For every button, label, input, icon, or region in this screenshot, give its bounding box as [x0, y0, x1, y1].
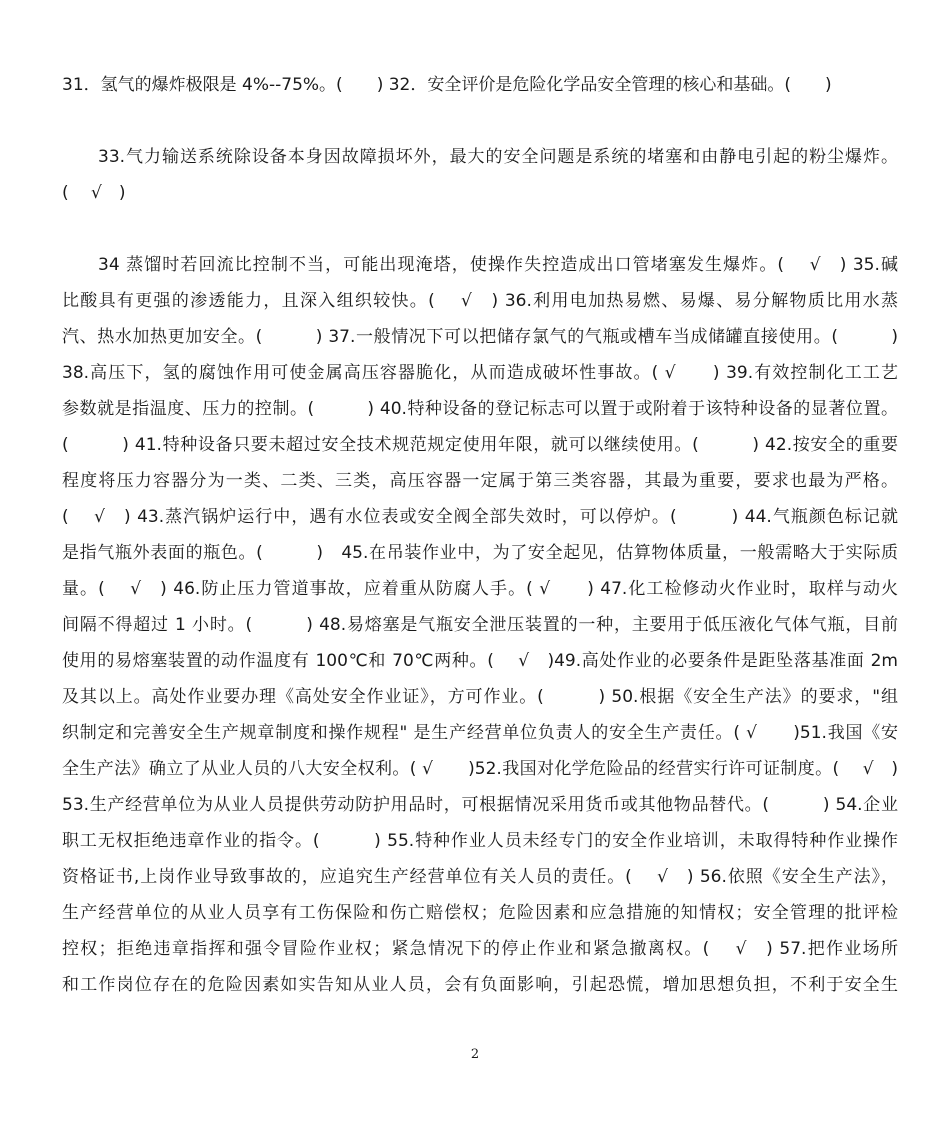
text-line-11: ( √ ) 43.蒸汽锅炉运行中，遇有水位表或安全阀全部失效时，可以停炉。( ) 44.气瓶颜色标记就: [62, 507, 898, 527]
text-line-17: 织制定和完善安全生产规章制度和操作规程" 是生产经营单位负责人的安全生产责任。( √ )51.我国《安: [62, 723, 898, 743]
text-line-12: 是指气瓶外表面的瓶色。( ) 45.在吊装作业中，为了安全起见，估算物体质量，一般需略大于实际质: [62, 543, 898, 563]
text-line-22: 生产经营单位的从业人员享有工伤保险和伤亡赔偿权；危险因素和应急措施的知情权；安全管理的批评检: [62, 903, 898, 923]
text-line-14: 间隔不得超过 1 小时。( ) 48.易熔塞是气瓶安全泄压装置的一种，主要用于低压液化气体气瓶，目前: [62, 615, 898, 635]
page-number: 2: [470, 1047, 480, 1062]
text-line-20: 职工无权拒绝违章作业的指令。( ) 55.特种作业人员未经专门的安全作业培训，未取得特种作业操作: [62, 831, 898, 851]
text-line-8: 参数就是指温度、压力的控制。( ) 40.特种设备的登记标志可以置于或附着于该特种设备的显著位置。: [62, 399, 898, 419]
text-line-16: 及其以上。高处作业要办理《高处安全作业证》，方可作业。( ) 50.根据《安全生产法》的要求，"组: [62, 687, 898, 707]
text-line-9: ( ) 41.特种设备只要未超过安全技术规范规定使用年限，就可以继续使用。( ) 42.按安全的重要: [62, 435, 898, 455]
text-line-24: 和工作岗位存在的危险因素如实告知从业人员，会有负面影响，引起恐慌，增加思想负担，不利于安全生: [62, 975, 898, 995]
text-line-15: 使用的易熔塞装置的动作温度有 100℃和 70℃两种。( √ )49.高处作业的必要条件是距坠落基准面 2m: [62, 651, 898, 671]
text-line-10: 程度将压力容器分为一类、二类、三类，高压容器一定属于第三类容器，其最为重要，要求也最为严格。: [62, 471, 898, 491]
text-line-2: 33.气力输送系统除设备本身因故障损坏外，最大的安全问题是系统的堵塞和由静电引起的粉尘爆炸。: [98, 147, 898, 167]
text-line-18: 全生产法》确立了从业人员的八大安全权利。( √ )52.我国对化学危险品的经营实行许可证制度。( √ ): [62, 759, 898, 779]
text-line-5: 比酸具有更强的渗透能力，且深入组织较快。( √ ) 36.利用电加热易燃、易爆、易分解物质比用水蒸: [62, 291, 898, 311]
text-line-23: 控权；拒绝违章指挥和强令冒险作业权；紧急情况下的停止作业和紧急撤离权。( √ ) 57.把作业场所: [62, 939, 898, 959]
text-line-13: 量。( √ ) 46.防止压力管道事故，应着重从防腐人手。( √ ) 47.化工检修动火作业时，取样与动火: [62, 579, 898, 599]
text-line-4: 34 蒸馏时若回流比控制不当，可能出现淹塔，使操作失控造成出口管堵塞发生爆炸。( √ ) 35.碱: [98, 255, 898, 275]
text-line-21: 资格证书,上岗作业导致事故的，应追究生产经营单位有关人员的责任。( √ ) 56.依照《安全生产法》，: [62, 867, 898, 887]
text-line-7: 38.高压下，氢的腐蚀作用可使金属高压容器脆化，从而造成破坏性事故。( √ ) 39.有效控制化工工艺: [62, 363, 898, 383]
text-line-6: 汽、热水加热更加安全。( ) 37.一般情况下可以把储存氯气的气瓶或槽车当成储罐直接使用。( ): [62, 327, 898, 347]
text-line-3: ( √ ): [62, 183, 126, 203]
text-line-19: 53.生产经营单位为从业人员提供劳动防护用品时，可根据情况采用货币或其他物品替代。( ) 54.企业: [62, 795, 898, 815]
text-line-1: 31．氢气的爆炸极限是 4%--75%。( ) 32．安全评价是危险化学品安全管理的核心和基础。( ): [62, 75, 832, 95]
